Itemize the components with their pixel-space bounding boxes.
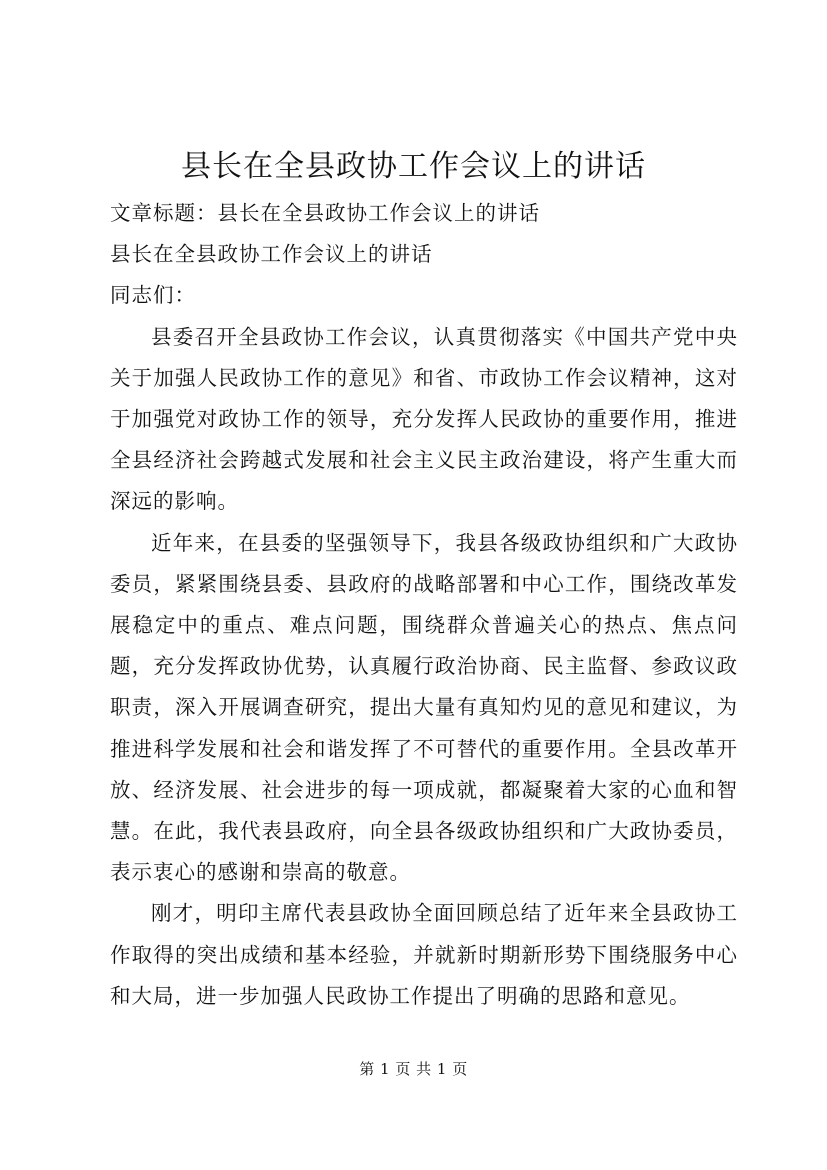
page-footer [0, 1058, 827, 1080]
subtitle-line: 县长在全县政协工作会议上的讲话 [110, 242, 433, 267]
article-title-line: 文章标题：县长在全县政协工作会议上的讲话 [110, 201, 540, 225]
body-paragraph: 县委召开全县政协工作会议，认真贯彻落实《中国共产党中央关于加强人民政协工作的意见》和省、市政协工作会议精神，这对于加强党对政协工作的领导，充分发挥人民政协的重要作用，推进全县经济社会跨越式发展和社会主义民主政治建设，将产生重大而深远的影响。 [110, 324, 738, 514]
document-body [110, 193, 738, 1017]
salutation: 同志们： [110, 283, 196, 308]
page-indicator: 第 1 页 共 1 页 [359, 1060, 468, 1078]
body-paragraph: 近年来，在县委的坚强领导下，我县各级政协组织和广大政协委员，紧紧围绕县委、县政府的战略部署和中心工作，围绕改革发展稳定中的重点、难点问题，围绕群众普遍关心的热点、焦点问题，充分发挥政协优势，认真履行政治协商、民主监督、参政议政职责，深入开展调查研究，提出大量有真知灼见的意见和建议，为推进科学发展和社会和谐发挥了不可替代的重要作用。全县改革开放、经济发展、社会进步的每一项成就，都凝聚着大家的心血和智慧。在此，我代表县政府，向全县各级政协组织和广大政协委员，表示衷心的感谢和崇高的敬意。 [110, 530, 738, 885]
body-paragraph: 刚才，明印主席代表县政协全面回顾总结了近年来全县政协工作取得的突出成绩和基本经验，并就新时期新形势下围绕服务中心和大局，进一步加强人民政协工作提出了明确的思路和意见。 [110, 901, 738, 1008]
document-title: 县长在全县政协工作会议上的讲话 [181, 149, 646, 184]
